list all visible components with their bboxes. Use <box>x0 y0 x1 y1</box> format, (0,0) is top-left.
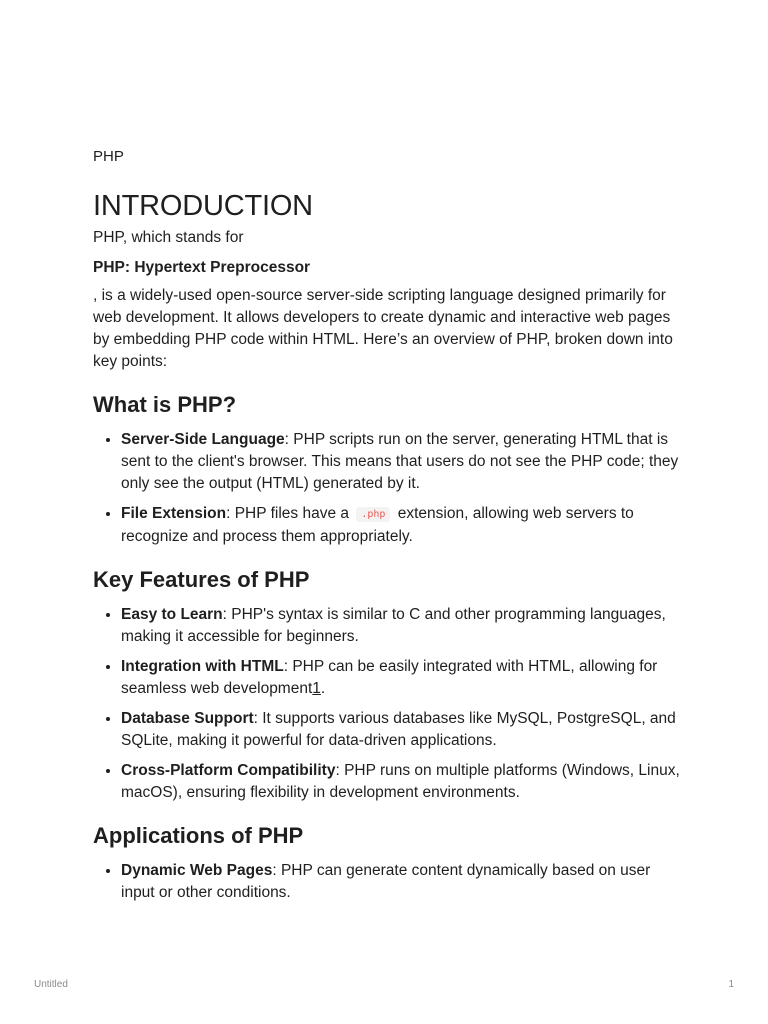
list-item-text: : PHP scripts run on the server, generating HTML that is sent to the client's browser. This means that users do not see the PHP code; they only see the output (HTML) generated by it. <box>121 431 679 492</box>
list-item-text: : PHP's syntax is similar to C and other programming languages, making it accessible for beginners. <box>121 606 666 645</box>
list-item <box>121 760 683 804</box>
list-item-text: . <box>320 680 326 697</box>
list-item-term: Dynamic Web Pages <box>121 862 273 879</box>
list-item-term: Database Support <box>121 710 254 727</box>
list-item <box>121 708 683 752</box>
list-item <box>121 503 683 548</box>
full-name-line: PHP: Hypertext Preprocessor <box>93 259 311 276</box>
list-item-term: Integration with HTML <box>121 658 284 675</box>
document-body <box>93 147 683 912</box>
list-item-text: : PHP can generate content dynamically based on user input or other conditions. <box>121 862 651 901</box>
page-label: PHP <box>93 148 124 165</box>
what-is-php-heading: What is PHP? <box>93 392 237 417</box>
list-item-text: : PHP files have a <box>226 505 350 522</box>
list-item-text: extension, allowing web servers to recognize and process them appropriately. <box>121 505 634 545</box>
what-is-php-list <box>93 429 683 548</box>
applications-list <box>93 860 683 904</box>
key-features-list <box>93 604 683 804</box>
list-item <box>121 860 683 904</box>
key-features-heading: Key Features of PHP <box>93 567 310 592</box>
inline-code: .php <box>356 507 390 522</box>
list-item <box>121 656 683 700</box>
list-item-term: Server-Side Language <box>121 431 285 448</box>
footer-page-number: 1 <box>728 979 734 990</box>
list-item-term: Cross-Platform Compatibility <box>121 762 336 779</box>
list-item <box>121 604 683 648</box>
list-item-text: : PHP runs on multiple platforms (Windows, Linux, macOS), ensuring flexibility in development environments. <box>121 762 680 801</box>
list-item-term: File Extension <box>121 505 227 522</box>
list-item <box>121 429 683 495</box>
intro-paragraph: , is a widely-used open-source server-side scripting language designed primarily for web development. It allows developers to create dynamic and interactive web pages by embedding PHP code within HTML. Here’s an overview of PHP, broken down into key points: <box>93 287 673 370</box>
list-item-term: Easy to Learn <box>121 606 223 623</box>
introduction-heading: INTRODUCTION <box>93 190 313 222</box>
list-item-text: : It supports various databases like MySQL, PostgreSQL, and SQLite, making it powerful for data-driven applications. <box>121 710 676 749</box>
intro-line: PHP, which stands for <box>93 229 244 246</box>
applications-heading: Applications of PHP <box>93 823 304 848</box>
list-item-text: : PHP can be easily integrated with HTML, allowing for seamless web development <box>121 658 658 697</box>
footnote-link[interactable]: 1 <box>312 680 321 697</box>
footer-document-title: Untitled <box>34 979 68 990</box>
